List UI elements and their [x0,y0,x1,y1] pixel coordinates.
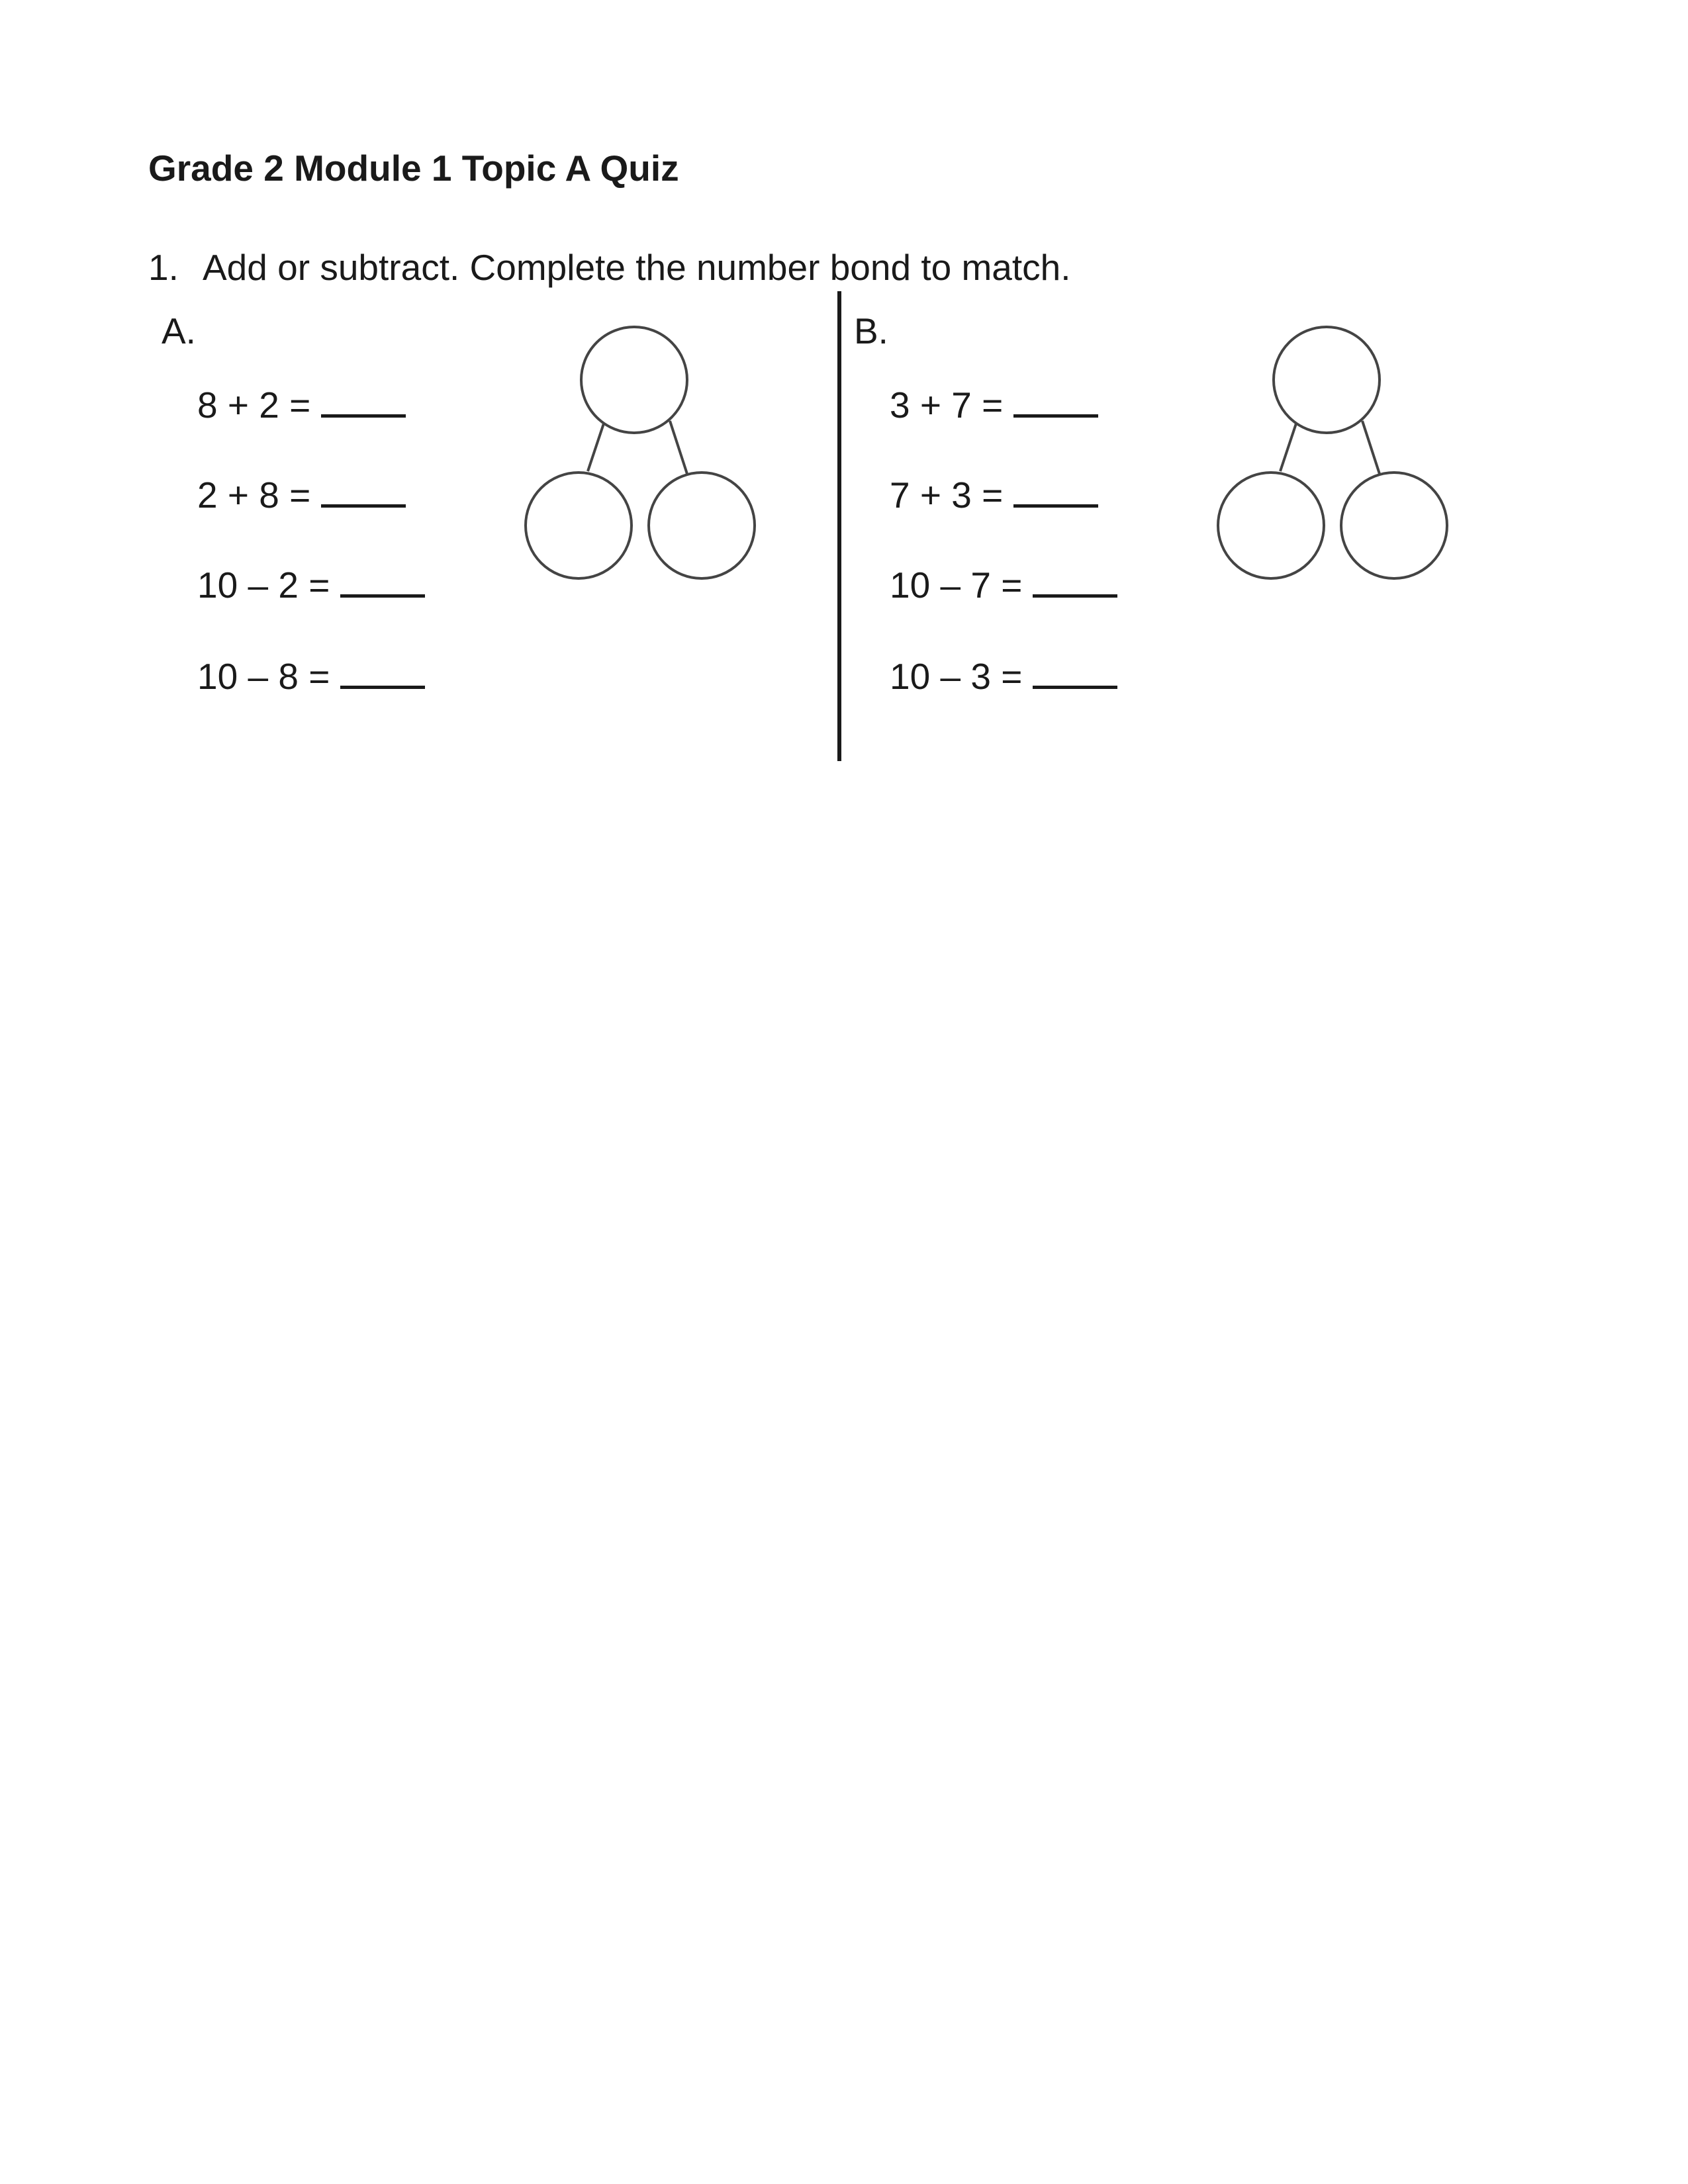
section-b-equation-4 [890,655,1117,698]
bond-part-circle-right[interactable] [1341,473,1447,578]
equation-text: 7 + 3 = [890,475,1004,516]
bond-connector-left [1280,424,1296,471]
section-b-equation-3 [890,564,1117,606]
equation-text: 2 + 8 = [197,475,311,516]
answer-blank[interactable] [1033,655,1117,689]
section-divider [837,291,841,761]
bond-connector-right [670,421,687,474]
answer-blank[interactable] [340,564,425,598]
section-b-equation-1 [890,384,1098,426]
equation-text: 10 – 2 = [197,565,330,606]
bond-whole-circle[interactable] [581,327,687,433]
answer-blank[interactable] [1033,564,1117,598]
section-a-equation-4 [197,655,425,698]
section-a-equation-2 [197,474,406,516]
bond-whole-circle[interactable] [1274,327,1380,433]
question-1 [148,246,1071,289]
answer-blank[interactable] [340,655,425,689]
section-a-label: A. [162,310,196,351]
bond-part-circle-right[interactable] [649,473,755,578]
equation-text: 10 – 8 = [197,656,330,697]
section-b-equation-2 [890,474,1098,516]
bond-part-circle-left[interactable] [526,473,632,578]
equation-text: 10 – 3 = [890,656,1023,697]
answer-blank[interactable] [1013,384,1098,418]
question-text: Add or subtract. Complete the number bond to match. [203,247,1071,288]
page-title: Grade 2 Module 1 Topic A Quiz [148,148,679,189]
section-a-equation-1 [197,384,406,426]
section-a-number-bond [516,318,768,582]
answer-blank[interactable] [321,474,406,508]
section-a-equation-3 [197,564,425,606]
bond-connector-right [1362,421,1380,474]
question-number: 1. [148,247,179,288]
equation-text: 3 + 7 = [890,385,1004,426]
answer-blank[interactable] [321,384,406,418]
section-b-label: B. [854,310,888,351]
equation-text: 8 + 2 = [197,385,311,426]
equation-text: 10 – 7 = [890,565,1023,606]
bond-part-circle-left[interactable] [1218,473,1324,578]
section-b-number-bond [1209,318,1460,582]
bond-connector-left [588,424,604,471]
answer-blank[interactable] [1013,474,1098,508]
